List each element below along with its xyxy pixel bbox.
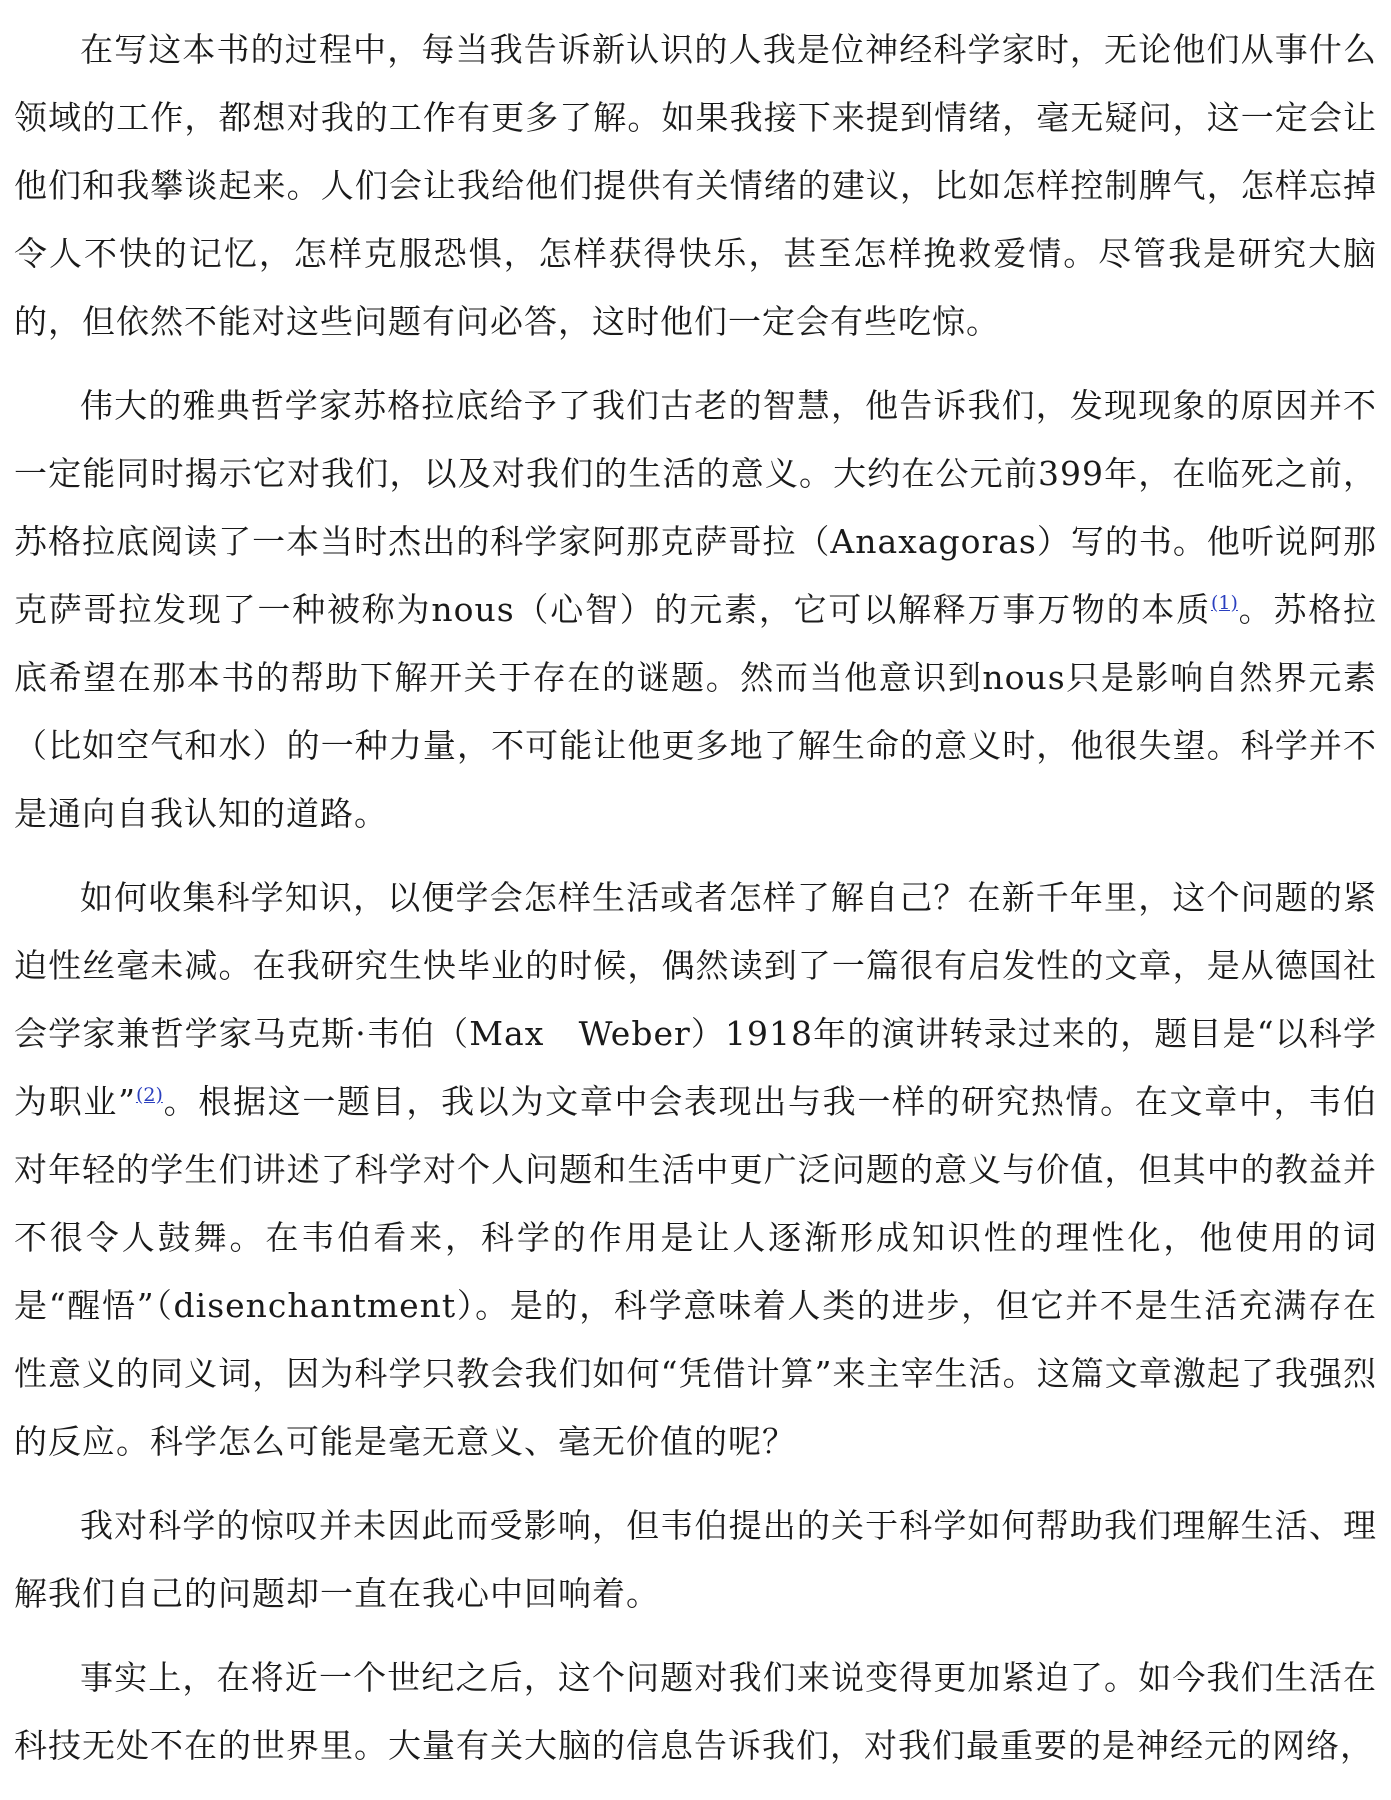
paragraph-socrates: [14, 372, 1377, 848]
paragraph-text: 在写这本书的过程中，每当我告诉新认识的人我是位神经科学家时，无论他们从事什么领域的工作，都想对我的工作有更多了解。如果我接下来提到情绪，毫无疑问，这一定会让他们和我攀谈起来。人们会让我给他们提供有关情绪的建议，比如怎样控制脾气，怎样忘掉令人不快的记忆，怎样克服恐惧，怎样获得快乐，甚至怎样挽救爱情。尽管我是研究大脑的，但依然不能对这些问题有问必答，这时他们一定会有些吃惊。: [14, 30, 1377, 341]
footnote-link-2[interactable]: (2): [135, 1084, 163, 1106]
paragraph-text: 我对科学的惊叹并未因此而受影响，但韦伯提出的关于科学如何帮助我们理解生活、理解我们自己的问题却一直在我心中回响着。: [14, 1506, 1377, 1613]
paragraph-wonder: [14, 1492, 1377, 1628]
paragraph-text: 事实上，在将近一个世纪之后，这个问题对我们来说变得更加紧迫了。如今我们生活在科技无处不在的世界里。大量有关大脑的信息告诉我们，对我们最重要的是神经元的网络，: [14, 1658, 1377, 1765]
paragraph-weber: [14, 864, 1377, 1476]
footnote-link-1[interactable]: (1): [1210, 592, 1238, 614]
paragraph-text: 伟大的雅典哲学家苏格拉底给予了我们古老的智慧，他告诉我们，发现现象的原因并不一定能同时揭示它对我们，以及对我们的生活的意义。大约在公元前399年，在临死之前，苏格拉底阅读了一本当时杰出的科学家阿那克萨哥拉（Anaxagoras）写的书。他听说阿那克萨哥拉发现了一种被称为nous（心智）的元素，它可以解释万事万物的本质: [14, 386, 1377, 629]
paragraph-text: 。根据这一题目，我以为文章中会表现出与我一样的研究热情。在文章中，韦伯对年轻的学生们讲述了科学对个人问题和生活中更广泛问题的意义与价值，但其中的教益并不很令人鼓舞。在韦伯看来，科学的作用是让人逐渐形成知识性的理性化，他使用的词是“醒悟”（disenchantment）。是的，科学意味着人类的进步，但它并不是生活充满存在性意义的同义词，因为科学只教会我们如何“凭借计算”来主宰生活。这篇文章激起了我强烈的反应。科学怎么可能是毫无意义、毫无价值的呢？: [14, 1082, 1378, 1461]
paragraph-text: 。苏格拉底希望在那本书的帮助下解开关于存在的谜题。然而当他意识到nous只是影响自然界元素（比如空气和水）的一种力量，不可能让他更多地了解生命的意义时，他很失望。科学并不是通向自我认知的道路。: [14, 590, 1378, 833]
paragraph-text: 如何收集科学知识，以便学会怎样生活或者怎样了解自己？在新千年里，这个问题的紧迫性丝毫未减。在我研究生快毕业的时候，偶然读到了一篇很有启发性的文章，是从德国社会学家兼哲学家马克斯·韦伯（Max Weber）1918年的演讲转录过来的，题目是“以科学为职业”: [14, 878, 1377, 1121]
paragraph-today: [14, 1644, 1377, 1780]
paragraph-intro: [14, 16, 1377, 356]
